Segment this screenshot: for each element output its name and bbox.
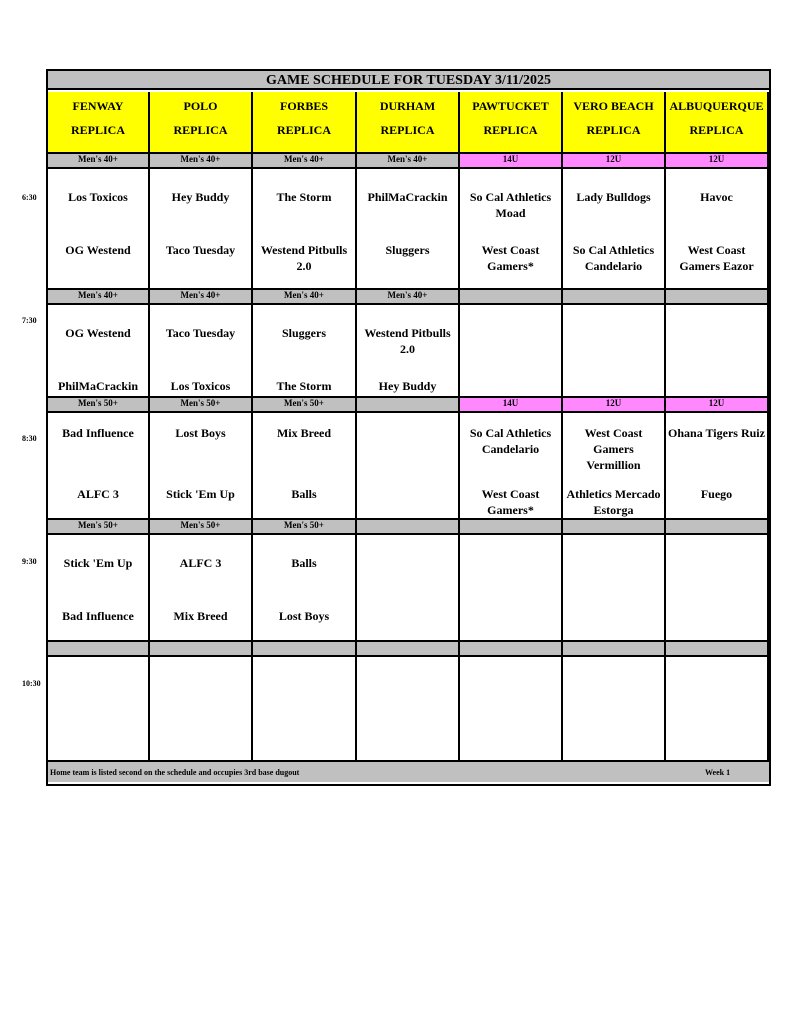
- home-team: West Coast Gamers Eazor: [679, 243, 754, 273]
- home-team: Mix Breed: [173, 609, 228, 623]
- game-cell: [357, 169, 460, 290]
- away-team: Stick 'Em Up: [63, 556, 133, 570]
- field-name: POLO: [183, 99, 218, 113]
- division-label: [357, 398, 460, 413]
- game-cell: [460, 305, 563, 398]
- time-label: 7:30: [22, 316, 37, 325]
- game-cell: [460, 657, 563, 762]
- division-label: [563, 520, 666, 535]
- field-subtitle: REPLICA: [380, 123, 435, 137]
- division-label: Men's 50+: [48, 520, 150, 535]
- field-name: FORBES: [279, 99, 328, 113]
- field-name: VERO BEACH: [573, 99, 654, 113]
- division-label: Men's 40+: [357, 290, 460, 305]
- game-cell: [357, 413, 460, 520]
- away-team: Havoc: [700, 190, 733, 204]
- time-label: 8:30: [22, 434, 37, 443]
- game-cell: [357, 535, 460, 642]
- schedule-table: [46, 69, 771, 786]
- division-label: Men's 40+: [150, 154, 253, 169]
- time-label: 9:30: [22, 557, 37, 566]
- division-label: [150, 642, 253, 657]
- field-subtitle: REPLICA: [276, 123, 331, 137]
- game-cell: [460, 169, 563, 290]
- home-team: Sluggers: [385, 243, 430, 257]
- home-team: Taco Tuesday: [165, 243, 236, 257]
- away-team: OG Westend: [65, 326, 131, 340]
- footer-note: Home team is listed second on the schedule and occupies 3rd base dugout: [50, 768, 300, 777]
- game-cell: [48, 535, 150, 642]
- game-cell: [150, 535, 253, 642]
- away-team: Westend Pitbulls 2.0: [364, 326, 451, 356]
- field-header: [48, 92, 150, 154]
- division-label: [48, 642, 150, 657]
- game-cell: [666, 169, 769, 290]
- home-team: So Cal Athletics Candelario: [572, 243, 655, 273]
- division-label: 14U: [460, 154, 563, 169]
- division-label: [666, 290, 769, 305]
- division-label: [460, 642, 563, 657]
- game-cell: [460, 535, 563, 642]
- field-header: [253, 92, 357, 154]
- game-cell: [666, 535, 769, 642]
- schedule-title: GAME SCHEDULE FOR TUESDAY 3/11/2025: [48, 71, 769, 90]
- home-team: Los Toxicos: [170, 379, 231, 393]
- away-team: Balls: [291, 556, 317, 570]
- home-team: Athletics Mercado Estorga: [566, 487, 661, 517]
- away-team: Lady Bulldogs: [576, 190, 651, 204]
- home-team: The Storm: [276, 379, 332, 393]
- away-team: So Cal Athletics Moad: [469, 190, 552, 220]
- game-cell: [666, 305, 769, 398]
- division-label: [563, 642, 666, 657]
- division-label: Men's 50+: [150, 398, 253, 413]
- game-cell: [253, 657, 357, 762]
- division-label: [666, 520, 769, 535]
- game-cell: [150, 657, 253, 762]
- division-label: [253, 642, 357, 657]
- field-header: [150, 92, 253, 154]
- field-subtitle: REPLICA: [689, 123, 744, 137]
- game-cell: [666, 413, 769, 520]
- game-cell: [48, 657, 150, 762]
- away-team: Mix Breed: [276, 426, 332, 440]
- home-team: Fuego: [700, 487, 733, 501]
- field-subtitle: REPLICA: [586, 123, 641, 137]
- game-cell: [563, 305, 666, 398]
- game-cell: [150, 413, 253, 520]
- away-team: West Coast Gamers Vermillion: [584, 426, 643, 472]
- game-cell: [48, 413, 150, 520]
- away-team: Bad Influence: [62, 426, 134, 440]
- home-team: Hey Buddy: [378, 379, 437, 393]
- field-subtitle: REPLICA: [483, 123, 538, 137]
- game-cell: [150, 169, 253, 290]
- division-label: [460, 290, 563, 305]
- home-team: ALFC 3: [77, 487, 119, 501]
- division-label: Men's 50+: [253, 520, 357, 535]
- game-cell: [253, 413, 357, 520]
- field-subtitle: REPLICA: [173, 123, 228, 137]
- field-subtitle: REPLICA: [70, 123, 125, 137]
- game-cell: [563, 535, 666, 642]
- away-team: So Cal Athletics Candelario: [469, 426, 552, 456]
- away-team: ALFC 3: [179, 556, 222, 570]
- away-team: PhilMaCrackin: [367, 190, 448, 204]
- division-label: 12U: [563, 398, 666, 413]
- field-header: [666, 92, 769, 154]
- away-team: The Storm: [276, 190, 332, 204]
- field-name: ALBUQUERQUE: [669, 99, 764, 113]
- week-label: Week 1: [705, 768, 731, 777]
- home-team: Stick 'Em Up: [166, 487, 235, 501]
- division-label: Men's 40+: [253, 290, 357, 305]
- division-label: [460, 520, 563, 535]
- division-label: Men's 50+: [48, 398, 150, 413]
- division-label: Men's 40+: [357, 154, 460, 169]
- away-team: Taco Tuesday: [165, 326, 236, 340]
- away-team: Ohana Tigers Ruiz: [668, 426, 765, 440]
- game-cell: [253, 305, 357, 398]
- away-team: Los Toxicos: [68, 190, 128, 204]
- away-team: Sluggers: [281, 326, 326, 340]
- home-team: West Coast Gamers*: [481, 243, 540, 273]
- division-label: 12U: [563, 154, 666, 169]
- game-cell: [357, 305, 460, 398]
- field-header: [563, 92, 666, 154]
- field-header: [357, 92, 460, 154]
- game-cell: [253, 169, 357, 290]
- home-team: OG Westend: [65, 243, 131, 257]
- game-cell: [563, 169, 666, 290]
- home-team: West Coast Gamers*: [481, 487, 540, 517]
- home-team: PhilMaCrackin: [58, 379, 138, 393]
- game-cell: [48, 305, 150, 398]
- footer-bar: [48, 762, 769, 782]
- game-cell: [563, 657, 666, 762]
- home-team: Lost Boys: [278, 609, 330, 623]
- game-cell: [150, 305, 253, 398]
- division-label: [563, 290, 666, 305]
- game-cell: [253, 535, 357, 642]
- division-label: 12U: [666, 154, 769, 169]
- home-team: Westend Pitbulls 2.0: [260, 243, 348, 273]
- division-label: Men's 40+: [48, 154, 150, 169]
- away-team: Hey Buddy: [171, 190, 230, 204]
- field-name: DURHAM: [379, 99, 436, 113]
- division-label: [357, 520, 460, 535]
- division-label: 12U: [666, 398, 769, 413]
- division-label: [666, 642, 769, 657]
- field-name: PAWTUCKET: [472, 99, 549, 113]
- game-cell: [48, 169, 150, 290]
- game-cell: [666, 657, 769, 762]
- game-cell: [357, 657, 460, 762]
- home-team: Balls: [291, 487, 317, 501]
- time-label: 10:30: [22, 679, 41, 688]
- game-cell: [460, 413, 563, 520]
- division-label: [357, 642, 460, 657]
- division-label: Men's 50+: [150, 520, 253, 535]
- division-label: Men's 40+: [150, 290, 253, 305]
- division-label: Men's 50+: [253, 398, 357, 413]
- division-label: Men's 40+: [253, 154, 357, 169]
- away-team: Lost Boys: [175, 426, 226, 440]
- field-name: FENWAY: [72, 99, 124, 113]
- division-label: 14U: [460, 398, 563, 413]
- division-label: Men's 40+: [48, 290, 150, 305]
- game-cell: [563, 413, 666, 520]
- time-label: 6:30: [22, 193, 37, 202]
- field-header: [460, 92, 563, 154]
- home-team: Bad Influence: [62, 609, 134, 623]
